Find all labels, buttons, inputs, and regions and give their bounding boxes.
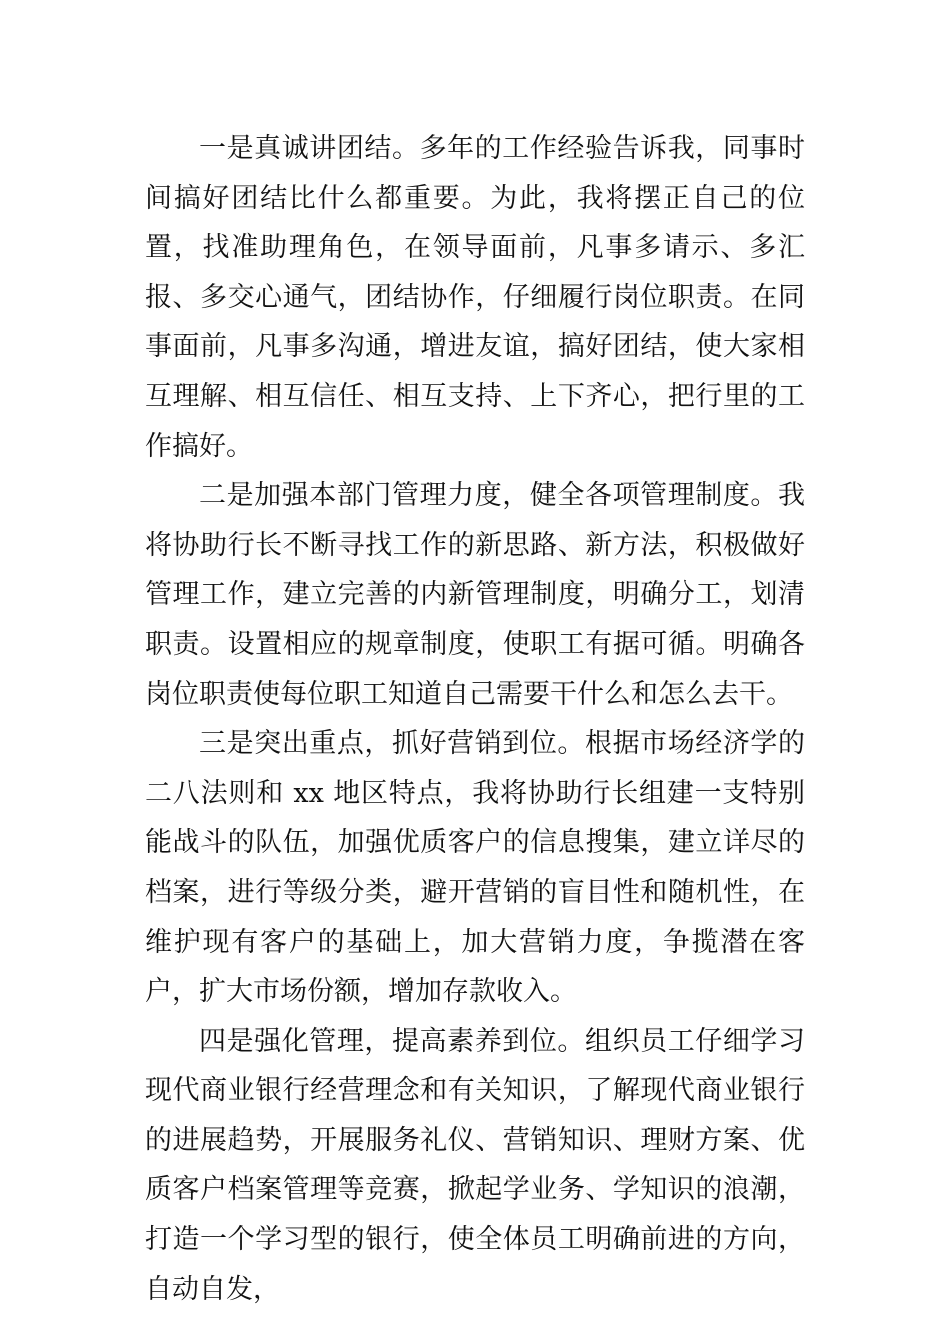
document-body (145, 124, 805, 1314)
paragraph-unity: 一是真诚讲团结。多年的工作经验告诉我，同事时间搞好团结比什么都重要。为此，我将摆正自己的位置，找准助理角色，在领导面前，凡事多请示、多汇报、多交心通气，团结协作，仔细履行岗位职责。在同事面前，凡事多沟通，增进友谊，搞好团结，使大家相互理解、相互信任、相互支持、上下齐心，把行里的工作搞好。 (145, 133, 805, 462)
paragraph-management: 二是加强本部门管理力度，健全各项管理制度。我将协助行长不断寻找工作的新思路、新方法，积极做好管理工作，建立完善的内新管理制度，明确分工，划清职责。设置相应的规章制度，使职工有据可循。明确各岗位职责使每位职工知道自己需要干什么和怎么去干。 (145, 480, 805, 710)
paragraph-training: 四是强化管理，提高素养到位。组织员工仔细学习现代商业银行经营理念和有关知识，了解现代商业银行的进展趋势，开展服务礼仪、营销知识、理财方案、优质客户档案管理等竞赛，掀起学业务、学知识的浪潮，打造一个学习型的银行，使全体员工明确前进的方向，自动自发， (145, 1025, 805, 1305)
paragraph-marketing: 三是突出重点，抓好营销到位。根据市场经济学的二八法则和 xx 地区特点，我将协助行长组建一支特别能战斗的队伍，加强优质客户的信息搜集，建立详尽的档案，进行等级分类，避开营销的盲目性和随机性，在维护现有客户的基础上，加大营销力度，争揽潜在客户，扩大市场份额，增加存款收入。 (145, 728, 805, 1008)
